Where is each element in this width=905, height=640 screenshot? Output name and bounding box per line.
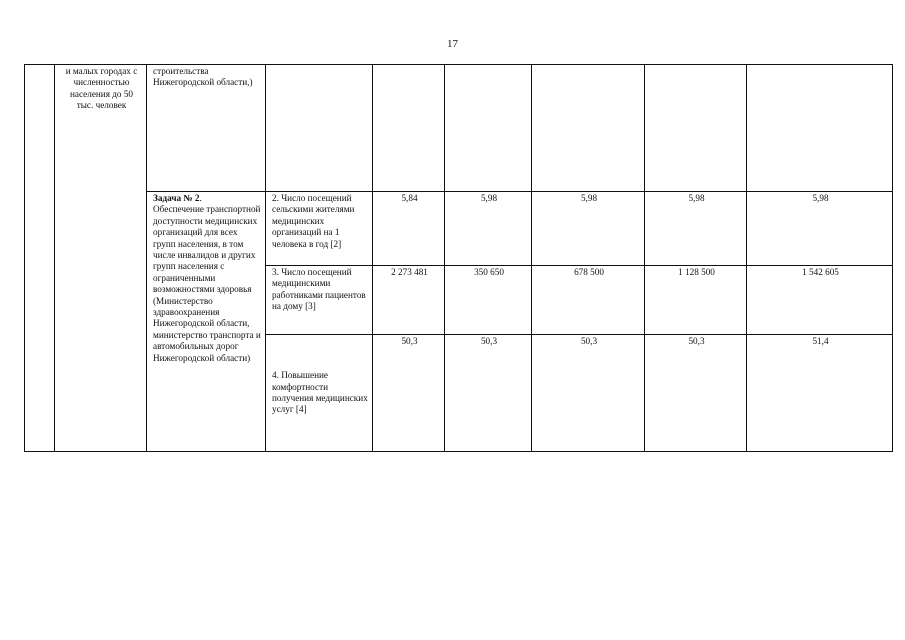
task-title-suffix: .: [199, 193, 202, 203]
value-cell: 50,3: [645, 335, 747, 452]
previous-task-text: строительства Нижегородской области,): [153, 66, 253, 88]
empty-value-cell: [373, 65, 445, 192]
value-cell: 678 500: [532, 266, 645, 335]
value-cell: 5,98: [645, 192, 747, 266]
value-cell: 1 128 500: [645, 266, 747, 335]
row-number-cell: [25, 65, 55, 452]
table-row-indicator-2: [25, 192, 893, 266]
task-cell: [147, 192, 266, 452]
value-cell: 50,3: [373, 335, 445, 452]
value-cell: 1 542 605: [747, 266, 893, 335]
target-group-text: и малых городах с численностью населения до 50 тыс. человек: [65, 66, 138, 111]
empty-value-cell: [445, 65, 532, 192]
indicator-label: 2. Число посещений сельскими жителями медицинских организаций на 1 человека в год [2]: [272, 193, 355, 249]
value-cell: 5,98: [532, 192, 645, 266]
indicators-table: [24, 64, 893, 452]
indicator-label: 3. Число посещений медицинскими работниками пациентов на дому [3]: [272, 267, 366, 312]
value-cell: 5,98: [747, 192, 893, 266]
indicator-label-cell: [266, 192, 373, 266]
indicator-label-cell: [266, 266, 373, 335]
task-title: Задача № 2: [153, 193, 200, 203]
indicator-label: 4. Повышение комфортности получения медицинских услуг [4]: [272, 370, 368, 415]
task-description: Обеспечение транспортной доступности медицинских организаций для всех групп населения, в том числе инвалидов и других групп населения с ограниченными возможностями здоровья (Министерство здравоохранения Нижегородской области, министерство транспорта и автомобильных дорог Нижегородской области): [153, 204, 261, 363]
empty-value-cell: [747, 65, 893, 192]
previous-task-cell: [147, 65, 266, 192]
page-number: 17: [447, 38, 458, 50]
value-cell: 2 273 481: [373, 266, 445, 335]
empty-indicator-cell: [266, 65, 373, 192]
value-cell: 5,98: [445, 192, 532, 266]
target-group-cell: [55, 65, 147, 452]
value-cell: 5,84: [373, 192, 445, 266]
empty-value-cell: [645, 65, 747, 192]
value-cell: 50,3: [445, 335, 532, 452]
value-cell: 51,4: [747, 335, 893, 452]
value-cell: 350 650: [445, 266, 532, 335]
empty-value-cell: [532, 65, 645, 192]
table-row-continuation: [25, 65, 893, 192]
indicator-label-cell: [266, 335, 373, 452]
value-cell: 50,3: [532, 335, 645, 452]
